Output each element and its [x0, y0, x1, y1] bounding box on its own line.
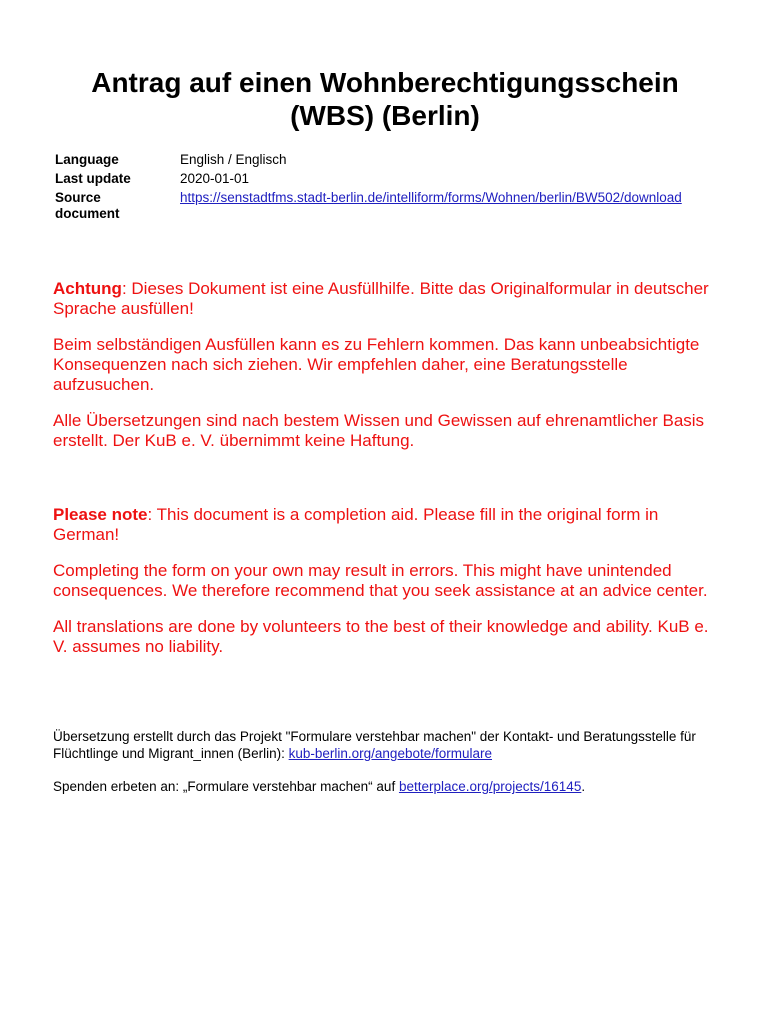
document-meta-table	[55, 152, 720, 221]
footer	[53, 728, 723, 811]
source-label	[55, 190, 165, 222]
language-value: English / Englisch	[180, 152, 287, 167]
meta-row-language	[55, 152, 720, 168]
donation-text: Spenden erbeten an: „Formulare verstehbar machen“ auf	[53, 779, 399, 794]
translation-credit	[53, 728, 723, 762]
last-update-label: Last update	[55, 171, 131, 186]
last-update-value: 2020-01-01	[180, 171, 250, 186]
notice-en-p1-text: : This document is a completion aid. Please fill in the original form in German!	[53, 505, 659, 544]
page-title-line-1: Antrag auf einen Wohnberechtigungsschein	[91, 67, 679, 98]
notice-de-paragraph-1	[53, 279, 723, 319]
notice-de-paragraph-2: Beim selbständigen Ausfüllen kann es zu Fehlern kommen. Das kann unbeabsichtigte Konsequenzen nach sich ziehen. Wir empfehlen daher, eine Beratungsstelle aufzusuchen.	[53, 335, 700, 394]
donation-end: .	[581, 779, 586, 794]
notice-en-paragraph-3: All translations are done by volunteers to the best of their knowledge and ability. KuB e. V. assumes no liability.	[53, 617, 709, 656]
meta-row-last-update	[55, 171, 720, 187]
language-label: Language	[55, 152, 119, 167]
meta-row-source	[55, 190, 720, 221]
source-document-link[interactable]: https://senstadtfms.stadt-berlin.de/intelliform/forms/Wohnen/berlin/BW502/download	[180, 190, 682, 205]
kub-berlin-link[interactable]: kub-berlin.org/angebote/formulare	[288, 746, 492, 761]
notice-de-paragraph-3: Alle Übersetzungen sind nach bestem Wissen und Gewissen auf ehrenamtlicher Basis erstellt. Der KuB e. V. übernimmt keine Haftung.	[53, 411, 705, 450]
page-title	[0, 66, 770, 132]
notice-de-p1-text: : Dieses Dokument ist eine Ausfüllhilfe. Bitte das Originalformular in deutscher Sprache ausfüllen!	[53, 279, 709, 318]
betterplace-link[interactable]: betterplace.org/projects/16145	[398, 779, 582, 794]
notice-en-lead: Please note	[53, 505, 148, 524]
translation-credit-text: Übersetzung erstellt durch das Projekt "Formulare verstehbar machen" der Kontakt- und Beratungsstelle für Flüchtlinge und Migrant_innen (Berlin):	[53, 729, 696, 761]
notice-de-lead: Achtung	[53, 279, 122, 298]
donation-note	[53, 778, 723, 795]
source-value	[180, 190, 720, 206]
source-label-line-1: Source	[55, 190, 101, 205]
page-title-line-2: (WBS) (Berlin)	[290, 100, 480, 131]
notice-en-paragraph-1	[53, 505, 723, 545]
notice-en-paragraph-2: Completing the form on your own may result in errors. This might have unintended consequences. We therefore recommend that you seek assistance at an advice center.	[53, 561, 708, 600]
source-label-line-2: document	[55, 206, 120, 221]
notice-german	[53, 279, 723, 467]
notice-english	[53, 505, 723, 673]
